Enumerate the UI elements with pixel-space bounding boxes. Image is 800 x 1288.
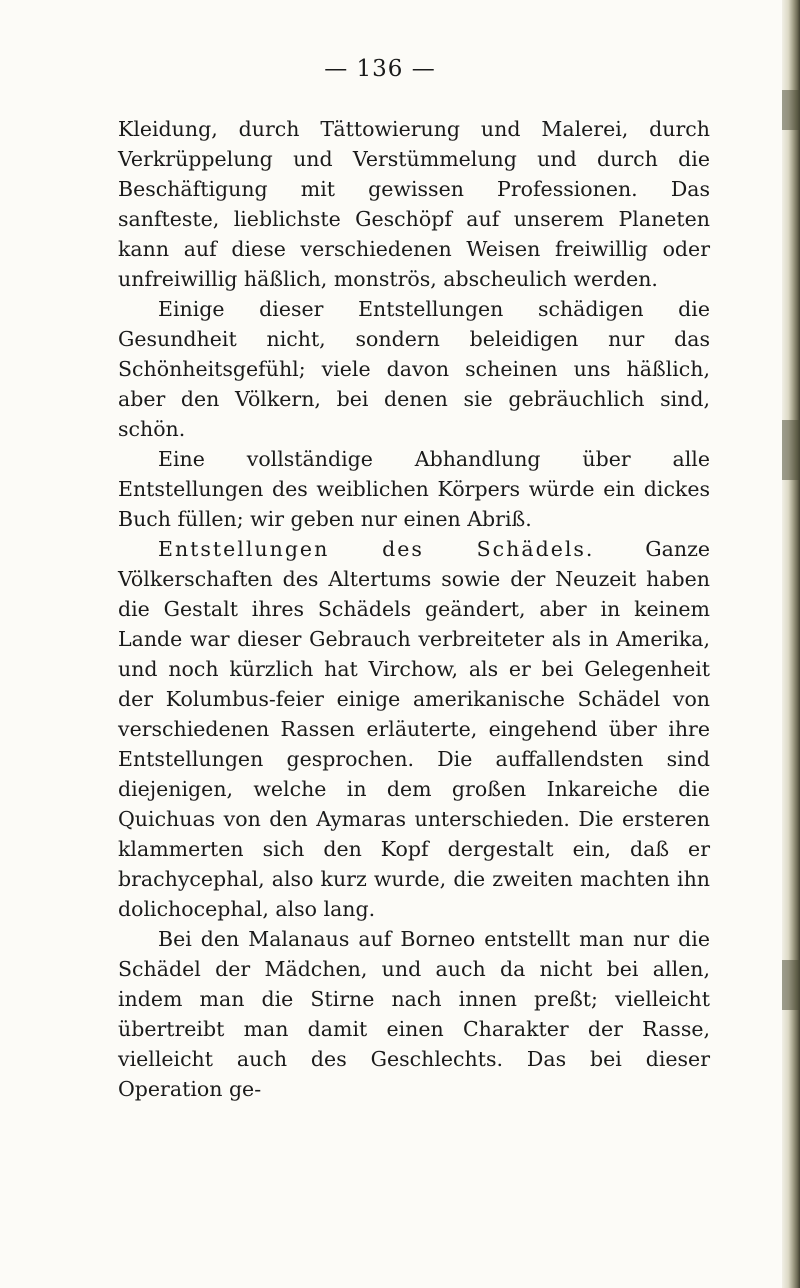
page-edge-mark <box>782 960 800 1010</box>
paragraph-borneo: Bei den Malanaus auf Borneo entstellt man nur die Schädel der Mädchen, und auch da nicht bei allen, indem man die Stirne nach innen preßt; vielleicht übertreibt man damit einen Charakter der Rasse, vielleicht auch des Geschlechts. Das bei dieser Operation ge- <box>118 927 710 1101</box>
paragraph-abstract: Eine vollständige Abhandlung über alle Entstellungen des weiblichen Körpers würde ein dickes Buch füllen; wir geben nur einen Abriß. <box>118 447 710 531</box>
page-edge-mark <box>782 420 800 480</box>
page-edge-shadow <box>782 0 800 1288</box>
paragraph-skull <box>118 534 710 924</box>
page-edge-mark <box>782 90 800 130</box>
paragraph-health: Einige dieser Entstellungen schädigen die Gesundheit nicht, sondern beleidigen nur das Schönheitsgefühl; viele davon scheinen uns häßlich, aber den Völkern, bei denen sie gebräuchlich sind, schön. <box>118 297 710 441</box>
body-text <box>118 114 710 1104</box>
paragraph-skull-text: Ganze Völkerschaften des Altertums sowie der Neuzeit haben die Gestalt ihres Schädels geändert, aber in keinem Lande war dieser Gebrauch verbreiteter als in Amerika, und noch kürzlich hat Virchow, als er bei Gelegenheit der Kolumbus-feier einige amerikanische Schädel von verschiedenen Rassen erläuterte, eingehend über ihre Entstellungen gesprochen. Die auffallendsten sind diejenigen, welche in dem großen Inkareiche die Quichuas von den Aymaras unterschieden. Die ersteren klammerten sich den Kopf dergestalt ein, daß er brachycephal, also kurz wurde, die zweiten machten ihn dolichocephal, also lang. <box>118 537 710 921</box>
paragraph-clothing: Kleidung, durch Tättowierung und Malerei, durch Verkrüppelung und Verstümmelung und durch die Beschäftigung mit gewissen Professionen. Das sanfteste, lieblichste Geschöpf auf unserem Planeten kann auf diese verschiedenen Weisen freiwillig oder unfreiwillig häßlich, monströs, abscheulich werden. <box>118 117 710 291</box>
page-number-header: — 136 — <box>324 56 436 82</box>
section-heading-skull: Entstellungen des Schädels. <box>158 537 595 561</box>
